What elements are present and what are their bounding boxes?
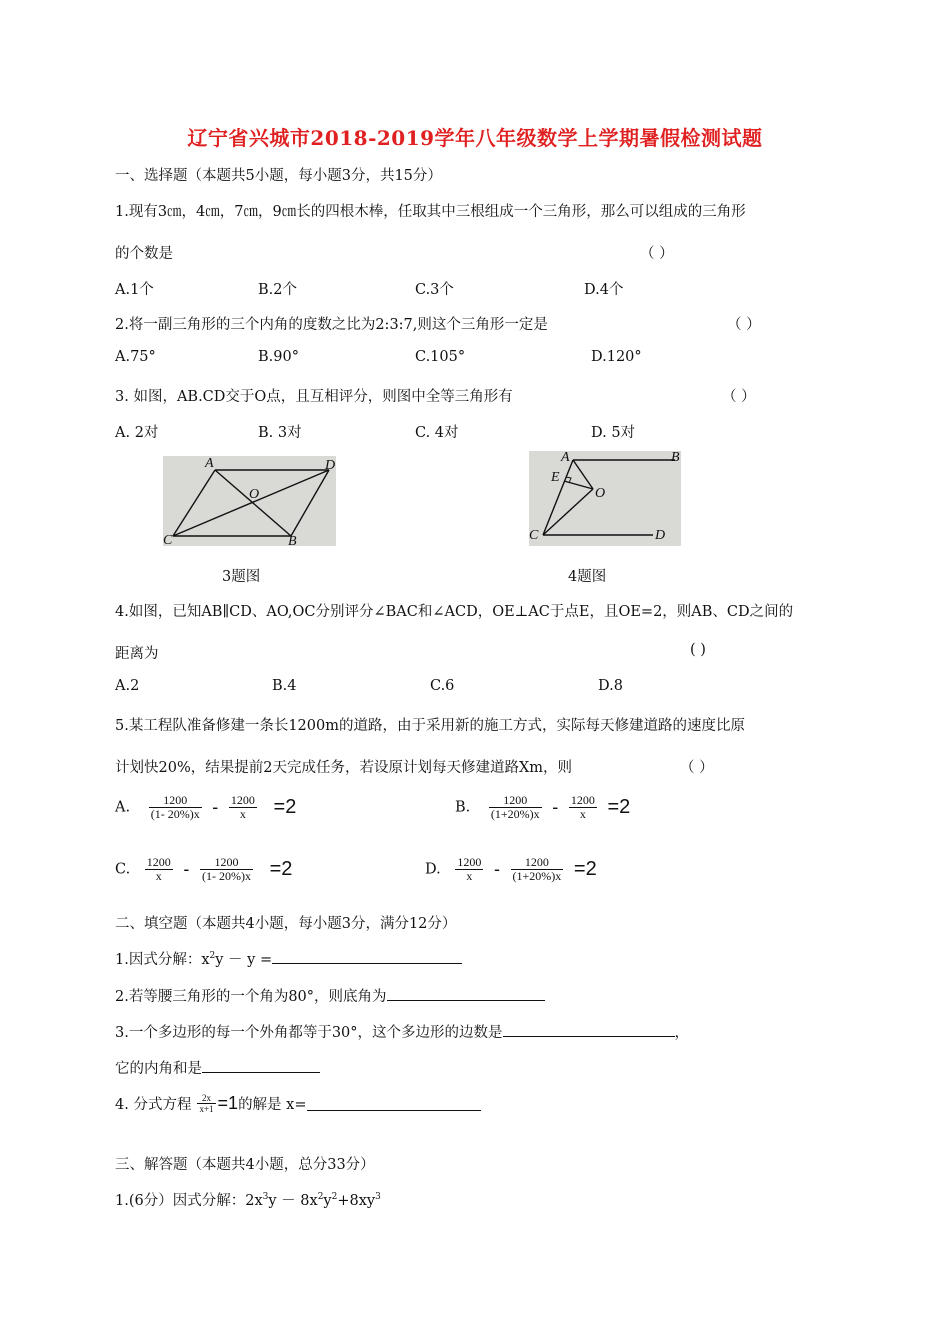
denominator: x	[239, 807, 246, 821]
numerator: 1200	[457, 855, 482, 869]
q3-opt-a: A. 2对	[115, 425, 159, 441]
q2-paren: （ ）	[727, 317, 761, 333]
exponent: 3	[375, 1192, 381, 1203]
fig3-line-cd	[173, 470, 329, 536]
q5-opt-d-label: D.	[425, 861, 441, 878]
numerator: 1200	[230, 793, 255, 807]
fig4-line-co	[543, 489, 593, 535]
fill-q3-line2	[115, 1057, 320, 1078]
answer-blank[interactable]	[503, 1022, 675, 1037]
minus-sign: -	[552, 797, 559, 817]
numerator: 1200	[511, 856, 564, 870]
exponent: 2	[317, 1192, 324, 1203]
q3-text: 3. 如图，AB.CD交于O点，且互相评分，则图中全等三角形有	[115, 389, 513, 405]
exponent: 3	[262, 1192, 269, 1203]
q5-opt-c-label: C.	[115, 861, 131, 878]
solve-q1-text-c: y	[323, 1193, 332, 1209]
q2-opt-a: A.75°	[115, 349, 156, 365]
q5-opt-d-rhs: =2	[573, 858, 597, 880]
fill-q1-text-a: 1.因式分解：x	[115, 952, 210, 968]
q5-opt-a-rhs: =2	[273, 796, 297, 818]
fig4-label-c: C	[529, 528, 539, 543]
solve-q1-text-a: 1.(6分）因式分解：2x	[115, 1193, 263, 1209]
figure-4	[529, 451, 681, 546]
fig3-line-db	[291, 470, 329, 536]
fig4-caption: 4题图	[568, 569, 607, 585]
fig3-label-a: A	[205, 456, 214, 471]
q5-opt-a-frac1	[149, 794, 202, 821]
section1-heading: 一、选择题（本题共5小题，每小题3分，共15分）	[115, 168, 442, 184]
fig3-label-o: O	[249, 487, 260, 502]
figure-3	[163, 456, 336, 546]
fig3-caption: 3题图	[222, 569, 261, 585]
denominator: x+1	[199, 1104, 214, 1114]
fig4-label-a: A	[561, 451, 570, 465]
q5-opt-d-frac1	[455, 856, 483, 883]
q1-line1: 1.现有3㎝，4㎝，7㎝，9㎝长的四根木棒，任取其中三根组成一个三角形，那么可以组成的三角形	[115, 204, 746, 220]
q5-opt-b-frac1	[489, 794, 542, 821]
q5-opt-b-rhs: =2	[607, 796, 631, 818]
fill-q1	[115, 948, 462, 969]
denominator: x	[579, 807, 586, 821]
fill-q2	[115, 985, 545, 1006]
fill-q3-text: 3.一个多边形的每一个外角都等于30°，这个多边形的边数是	[115, 1025, 503, 1041]
numerator: 1200	[489, 794, 542, 808]
q1-opt-b: B.2个	[258, 282, 297, 298]
denominator: (1+20%)x	[512, 869, 562, 883]
q4-opt-b: B.4	[272, 678, 297, 694]
q5-opt-a-frac2	[229, 794, 257, 821]
fig3-label-b: B	[288, 534, 297, 546]
q4-line2: 距离为	[115, 646, 159, 662]
q4-line1: 4.如图，已知AB∥CD、AO,OC分别评分∠BAC和∠ACD，OE⊥AC于点E，且OE=2，则AB、CD之间的	[115, 604, 794, 620]
fill-q3-text-b: 它的内角和是	[115, 1061, 202, 1077]
minus-sign: -	[493, 859, 500, 879]
q3-paren: （ ）	[722, 389, 756, 405]
q2-opt-d: D.120°	[591, 349, 642, 365]
q2-opt-c: C.105°	[415, 349, 466, 365]
q3-opt-c: C. 4对	[415, 425, 459, 441]
fill-q4-frac	[197, 1093, 215, 1114]
q4-opt-d: D.8	[598, 678, 623, 694]
answer-blank[interactable]	[272, 949, 462, 964]
q3-opt-d: D. 5对	[591, 425, 636, 441]
fig4-label-o: O	[595, 486, 606, 501]
fig3-label-c: C	[163, 533, 173, 546]
q5-opt-a-label: A.	[115, 799, 131, 816]
page-title: 辽宁省兴城市2018-2019学年八年级数学上学期暑假检测试题	[187, 126, 763, 150]
fill-q3-comma: ，	[674, 1025, 690, 1041]
numerator: 1200	[146, 855, 171, 869]
denominator: x	[466, 869, 473, 883]
fill-q4	[115, 1093, 481, 1114]
q5-opt-c-rhs: =2	[269, 858, 293, 880]
q5-line2: 计划快20%，结果提前2天完成任务，若设原计划每天修建道路Xm，则	[115, 760, 573, 776]
numerator: 2x	[197, 1093, 215, 1104]
section3-heading: 三、解答题（本题共4小题，总分33分）	[115, 1157, 375, 1173]
answer-blank[interactable]	[307, 1096, 481, 1111]
fig3-label-d: D	[325, 458, 336, 473]
q1-opt-d: D.4个	[584, 282, 624, 298]
q1-opt-a: A.1个	[115, 282, 154, 298]
q4-paren: ( )	[690, 642, 706, 658]
q1-paren: （ ）	[640, 246, 674, 262]
q5-opt-b	[455, 794, 630, 821]
q2-text: 2.将一副三角形的三个内角的度数之比为2:3:7,则这个三角形一定是	[115, 317, 548, 333]
fig3-line-ac	[173, 470, 215, 536]
q4-opt-a: A.2	[115, 678, 140, 694]
denominator: (1+20%)x	[490, 807, 540, 821]
numerator: 1200	[149, 794, 202, 808]
answer-blank[interactable]	[387, 986, 545, 1001]
exponent: 2	[331, 1192, 338, 1203]
solve-q1-text-b: y － 8x	[268, 1193, 318, 1209]
q5-opt-d	[425, 856, 597, 883]
fill-q4-text-a: 4. 分式方程	[115, 1097, 192, 1113]
denominator: (1- 20%)x	[150, 807, 200, 821]
q5-opt-c-frac1	[145, 856, 173, 883]
q1-opt-c: C.3个	[415, 282, 454, 298]
fill-q4-text-b: 的解是 x=	[238, 1097, 307, 1113]
fill-q4-eq: =1	[217, 1093, 239, 1113]
q5-line1: 5.某工程队准备修建一条长1200m的道路，由于采用新的施工方式，实际每天修建道路的速度比原	[115, 718, 745, 734]
fig4-label-b: B	[671, 451, 680, 465]
solve-q1	[115, 1189, 381, 1210]
q2-opt-b: B.90°	[258, 349, 299, 365]
q1-line2: 的个数是	[115, 246, 173, 262]
fill-q3	[115, 1021, 689, 1042]
section2-heading: 二、填空题（本题共4小题，每小题3分，满分12分）	[115, 916, 457, 932]
q5-paren: （ ）	[680, 760, 714, 776]
q5-opt-a	[115, 794, 296, 821]
minus-sign: -	[212, 797, 219, 817]
q4-opt-c: C.6	[430, 678, 455, 694]
numerator: 1200	[570, 793, 595, 807]
exponent: 2	[209, 951, 216, 962]
fig4-label-e: E	[551, 470, 560, 485]
solve-q1-text-d: +8xy	[337, 1193, 376, 1209]
q5-opt-b-label: B.	[455, 799, 471, 816]
q3-opt-b: B. 3对	[258, 425, 302, 441]
q5-opt-b-frac2	[569, 794, 597, 821]
q5-opt-c	[115, 856, 292, 883]
denominator: x	[155, 869, 162, 883]
fig3-line-ab	[215, 470, 291, 536]
fill-q2-text: 2.若等腰三角形的一个角为80°，则底角为	[115, 989, 387, 1005]
q5-opt-c-frac2	[200, 856, 253, 883]
q5-opt-d-frac2	[511, 856, 564, 883]
minus-sign: -	[183, 859, 190, 879]
fill-q1-text-b: y － y =	[215, 952, 273, 968]
fig4-label-d: D	[655, 528, 666, 543]
answer-blank[interactable]	[202, 1058, 320, 1073]
denominator: (1- 20%)x	[202, 869, 251, 883]
numerator: 1200	[200, 856, 253, 870]
